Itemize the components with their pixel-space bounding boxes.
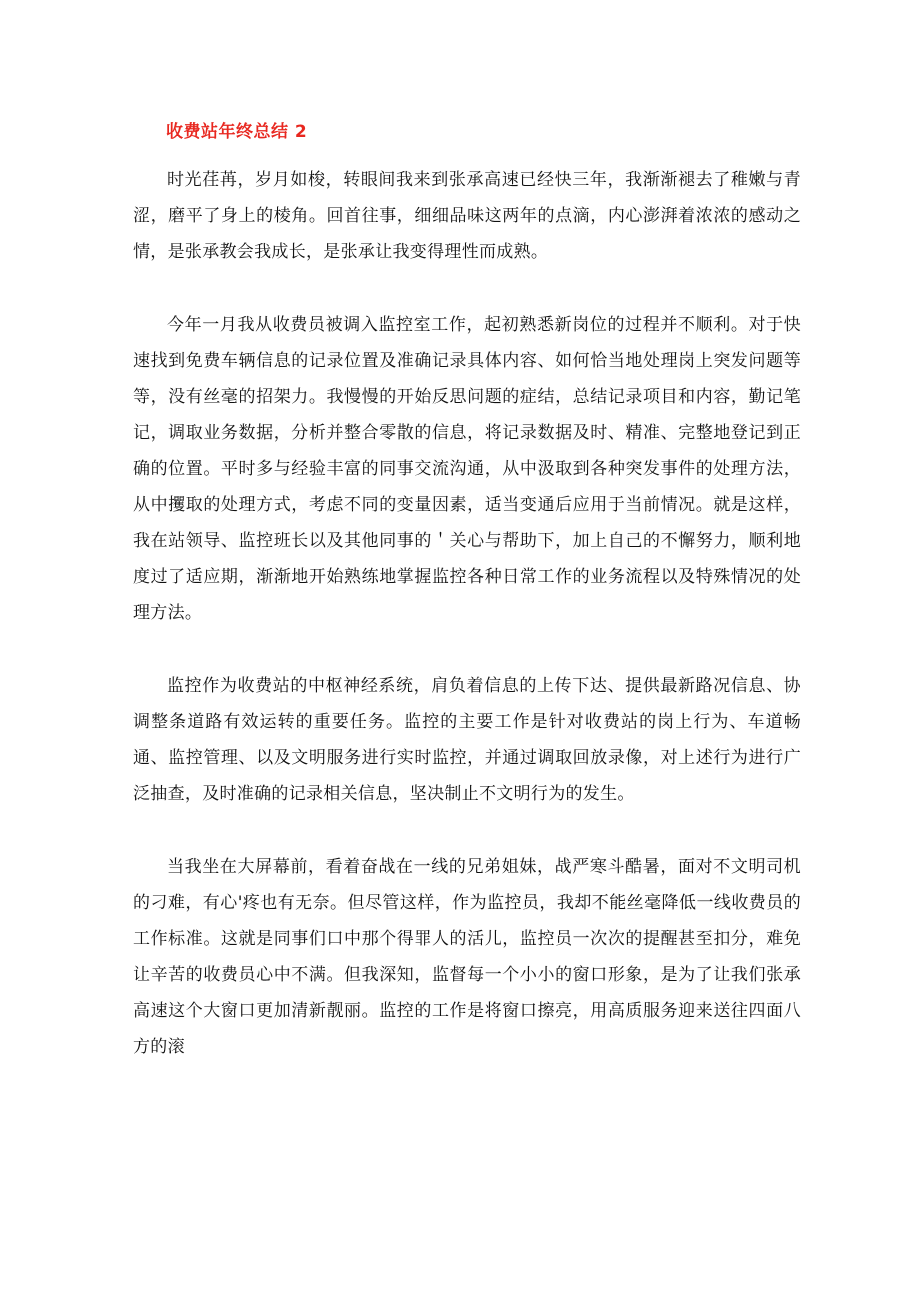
document-title: 收费站年终总结 2 <box>166 122 308 142</box>
paragraph-2: 今年一月我从收费员被调入监控室工作，起初熟悉新岗位的过程并不顺利。对于快速找到免费车辆信息的记录位置及准确记录具体内容、如何恰当地处理岗上突发问题等等，没有丝毫的招架力。我慢慢的开始反思问题的症结，总结记录项目和内容，勤记笔记，调取业务数据，分析并整合零散的信息，将记录数据及时、精准、完整地登记到正确的位置。平时多与经验丰富的同事交流沟通，从中汲取到各种突发事件的处理方法，从中攫取的处理方式，考虑不同的变量因素，适当变通后应用于当前情况。就是这样，我在站领导、监控班长以及其他同事的＇关心与帮助下，加上自己的不懈努力，顺利地度过了适应期，渐渐地开始熟练地掌握监控各种日常工作的业务流程以及特殊情况的处理方法。 <box>133 315 801 623</box>
paragraph-1: 时光荏苒，岁月如梭，转眼间我来到张承高速已经快三年，我渐渐褪去了稚嫩与青涩，磨平了身上的棱角。回首往事，细细品味这两年的点滴，内心澎湃着浓浓的感动之情，是张承教会我成长，是张承让我变得理性而成熟。 <box>133 170 801 262</box>
paragraph-4: 当我坐在大屏幕前，看着奋战在一线的兄弟姐妹，战严寒斗酷暑，面对不文明司机的刁难，有心'疼也有无奈。但尽管这样，作为监控员，我却不能丝毫降低一线收费员的工作标准。这就是同事们口中那个得罪人的活儿，监控员一次次的提醒甚至扣分，难免让辛苦的收费员心中不满。但我深知，监督每一个小小的窗口形象，是为了让我们张承高速这个大窗口更加清新靓丽。监控的工作是将窗口擦亮，用高质服务迎来送往四面八方的滚 <box>133 857 801 1057</box>
paragraph-3: 监控作为收费站的中枢神经系统，肩负着信息的上传下达、提供最新路况信息、协调整条道路有效运转的重要任务。监控的主要工作是针对收费站的岗上行为、车道畅通、监控管理、以及文明服务进行实时监控，并通过调取回放录像，对上述行为进行广泛抽查，及时准确的记录相关信息，坚决制止不文明行为的发生。 <box>133 676 801 804</box>
document-body <box>133 118 801 1065</box>
